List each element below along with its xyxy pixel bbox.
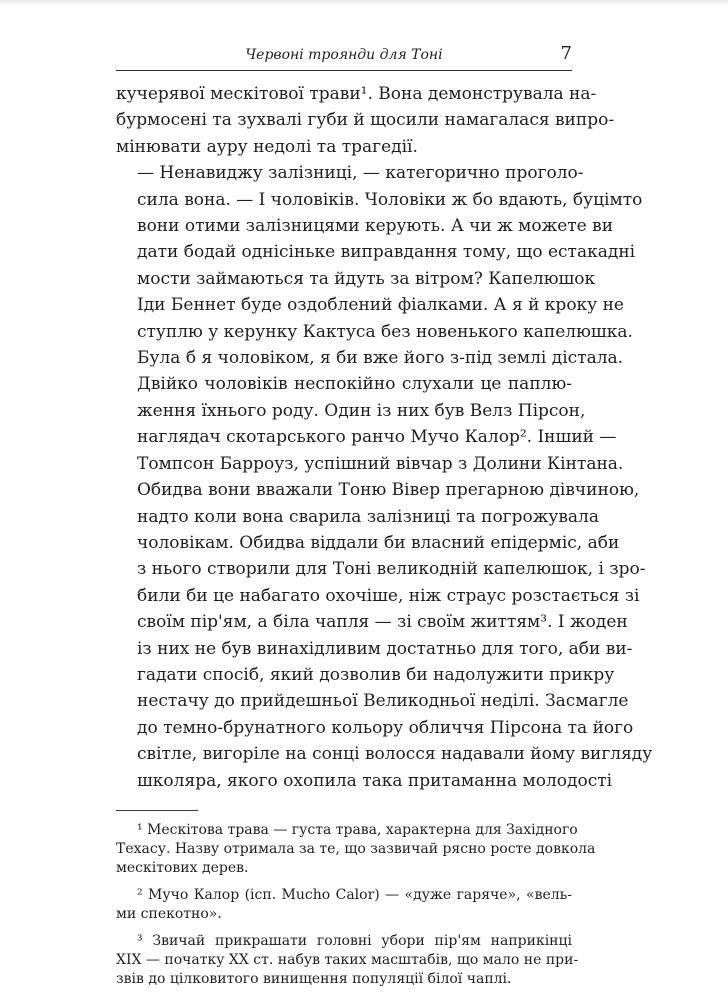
text-line: сила вона. — І чоловіків. Чоловіки ж бо вдають, буцімто xyxy=(137,189,643,210)
text-line: Томпсон Барроуз, успішний вівчар з Долини Кінтана. xyxy=(137,453,624,474)
footnote xyxy=(116,821,596,878)
text-line: кучерявої мескітової трави¹. Вона демонструвала на- xyxy=(116,84,597,104)
text-line: ження їхнього роду. Один із них був Велз Пірсон, xyxy=(137,400,586,421)
text-line: били би це набагато охочіше, ніж страус розстається зі xyxy=(137,585,640,606)
text-line: Була б я чоловіком, я би вже його з-під землі дістала. xyxy=(137,348,624,369)
page-top-shadow xyxy=(0,0,728,6)
footnote-line: мескітових дерев. xyxy=(116,859,249,876)
footnote-line: ми спекотно». xyxy=(116,905,222,922)
paragraph xyxy=(116,81,615,160)
footnote-line: звів до цілковитого винищення популяції білої чаплі. xyxy=(116,970,512,987)
footnote-divider xyxy=(116,810,198,811)
footnote xyxy=(116,932,579,989)
text-line: — Ненавиджу залізниці, — категорично проголо- xyxy=(137,163,584,184)
body-text xyxy=(116,81,653,794)
text-line: надто коли вона сварила залізниці та погрожувала xyxy=(137,506,599,527)
text-line: чоловікам. Обидва віддали би власний епідерміс, аби xyxy=(137,532,620,553)
text-line: світле, вигоріле на сонці волосся надавали йому вигляду xyxy=(137,744,653,765)
book-page xyxy=(116,40,653,997)
footnote-line: Техасу. Назву отримала за те, що зазвичай рясно росте довкола xyxy=(116,840,596,857)
text-line: вони отими залізницями керують. А чи ж можете ви xyxy=(137,216,614,237)
footnote-line: XIX — початку XX ст. набув таких масштабів, що мало не при- xyxy=(116,951,579,968)
text-line: мінювати ауру недолі та трагедії. xyxy=(116,136,418,157)
paragraph xyxy=(116,371,653,794)
footnote-line: ¹ Мескітова трава — густа трава, характерна для Західного xyxy=(137,821,578,838)
running-title: Червоні троянди для Тоні xyxy=(245,47,443,63)
page-number: 7 xyxy=(560,43,572,64)
footnote-line: ² Мучо Калор (ісп. Mucho Calor) — «дуже гаряче», «вель- xyxy=(137,886,572,903)
text-line: гадати спосіб, який дозволив би надолужити прикру xyxy=(137,664,615,685)
text-line: дати бодай однісіньке виправдання тому, що естакадні xyxy=(137,242,636,263)
text-line: школяра, якого охопила така притаманна молодості xyxy=(137,770,613,791)
text-line: Двійко чоловіків неспокійно слухали це паплю- xyxy=(137,374,572,395)
text-line: ступлю у керунку Кактуса без новенького капелюшка. xyxy=(137,321,633,342)
text-line: бурмосені та зухвалі губи й щосили намагалася випро- xyxy=(116,110,615,131)
text-line: Іди Беннет буде оздоблений фіалками. А я й кроку не xyxy=(137,295,624,316)
paragraph xyxy=(116,160,643,371)
text-line: Обидва вони вважали Тоню Вівер прегарною дівчиною, xyxy=(137,480,640,501)
text-line: із них не був винахідливим достатньо для того, аби ви- xyxy=(137,638,633,659)
text-line: своїм пір'ям, а біла чапля — зі своїм життям³. І жоден xyxy=(137,612,628,633)
text-line: мости займаються та йдуть за вітром? Капелюшок xyxy=(137,268,596,289)
text-line: до темно-брунатного кольору обличчя Пірсона та його xyxy=(137,717,634,738)
text-line: наглядач скотарського ранчо Мучо Калор². Інший — xyxy=(137,427,617,448)
running-header xyxy=(116,40,572,71)
text-line: нестачу до прийдешньої Великодньої неділі. Засмагле xyxy=(137,691,629,712)
text-line: з нього створили для Тоні великодній капелюшок, і зро- xyxy=(137,559,646,580)
footnote xyxy=(116,886,572,924)
footnotes xyxy=(116,821,596,989)
footnote-line: ³ Звичай прикрашати головні убори пір'ям наприкінці xyxy=(137,932,572,949)
